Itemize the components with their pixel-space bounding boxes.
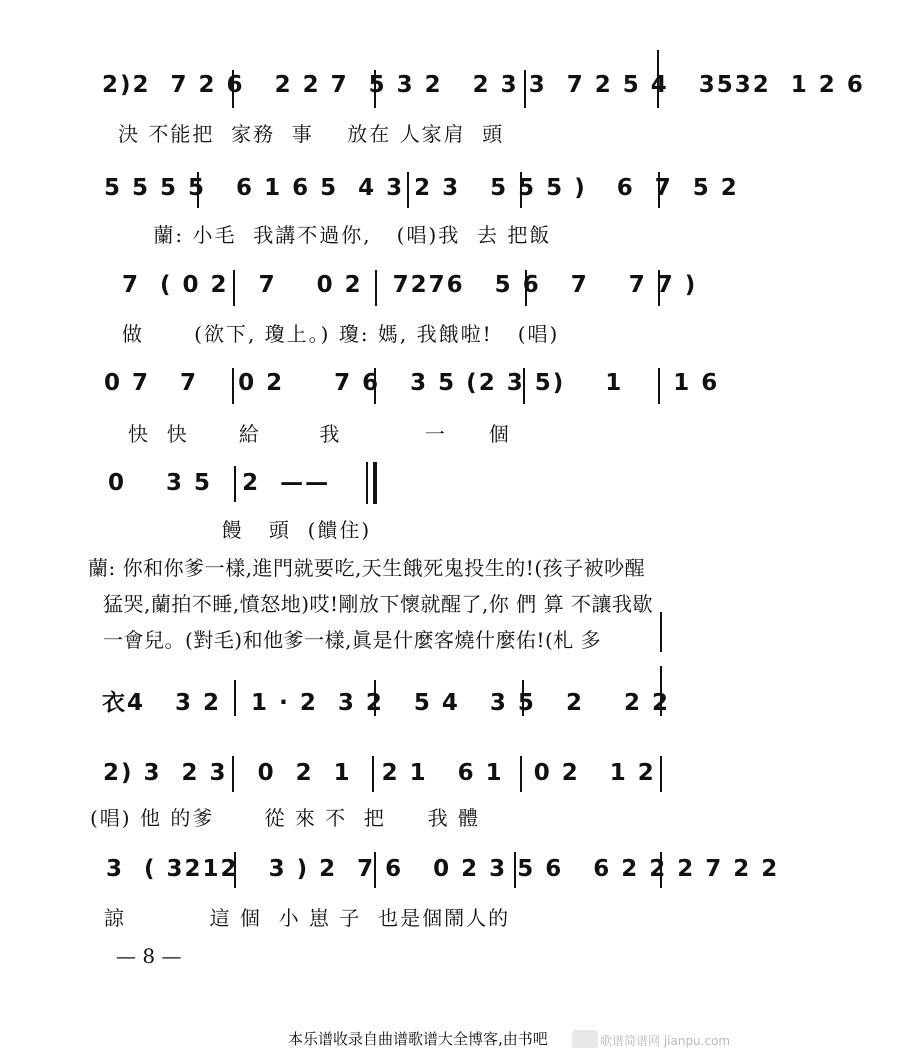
barline <box>522 680 524 716</box>
barline <box>234 466 236 502</box>
barline <box>660 756 662 792</box>
lyrics-line: 蘭: 小毛 我講不過你, (唱)我 去 把飯 <box>120 223 552 247</box>
barline <box>514 852 516 888</box>
notation-line: 7 ( 0 2 7 0 2 7276 5 6 7 7 7 ) <box>122 272 698 298</box>
barline <box>374 368 376 404</box>
end-barline <box>366 462 377 504</box>
lyrics-line: 快 快 給 我 一 個 <box>128 422 511 446</box>
notation-line: 衣4 3 2 1 · 2 3 2 5 4 3 5 2 2 2 <box>102 690 670 716</box>
dialogue-line: 一會兒。(對毛)和他爹一樣,眞是什麼客燒什麼佑!(札 多 <box>103 628 602 652</box>
lyrics-line: 饅 頭 (饋住) <box>180 518 372 542</box>
barline <box>375 270 377 306</box>
barline <box>524 70 526 108</box>
barline <box>520 756 522 792</box>
barline <box>660 612 662 652</box>
notation-line: 0 3 5 2 —— <box>108 470 331 496</box>
dialogue-line: 蘭: 你和你爹一樣,進門就要吃,天生餓死鬼投生的!(孩子被吵醒 <box>88 556 646 580</box>
barline <box>660 666 662 716</box>
barline <box>232 368 234 404</box>
lyrics-line: 做 (欲下, 瓊上。) 瓊: 媽, 我餓啦! (唱) <box>122 322 560 346</box>
barline <box>372 756 374 792</box>
notation-line: 0 7 7 0 2 7 6 3 5 (2 3 5) 1 1 6 <box>104 370 720 396</box>
barline <box>232 70 234 108</box>
lyrics-line: (唱) 他 的爹 從 來 不 把 我 體 <box>90 806 481 830</box>
barline <box>658 172 660 208</box>
barline <box>233 270 235 306</box>
footer-site-text: 歌谱简谱网 jianpu.com <box>600 1034 731 1048</box>
barline <box>197 172 199 208</box>
notation-line: 3 ( 3212 3 ) 2 7 6 0 2 3 5 6 6 2 2 2 7 2 2 <box>106 856 780 882</box>
footer-bar <box>0 1020 744 1054</box>
barline <box>520 172 522 208</box>
notation-line: 2)2 7 2 6 2 2 7 5 3 2 2 3 3 7 2 5 4 3532 1 2 6 <box>102 72 865 98</box>
barline <box>374 680 376 716</box>
barline <box>374 852 376 888</box>
barline <box>232 756 234 792</box>
barline <box>658 368 660 404</box>
barline <box>234 680 236 716</box>
page-number: — 8 — <box>116 944 182 968</box>
barline <box>658 270 660 306</box>
barline <box>657 50 659 108</box>
notation-line: 5 5 5 5 6 1 6 5 4 3 2 3 5 5 5 ) 6 7 5 2 <box>104 175 739 201</box>
lyrics-line: 諒 這 個 小 崽 子 也是個鬧人的 <box>104 906 511 930</box>
barline <box>660 852 662 888</box>
barline <box>525 270 527 306</box>
barline <box>407 172 409 208</box>
barline <box>374 70 376 108</box>
lyrics-line: 決 不能把 家務 事 放在 人家肩 頭 <box>118 122 505 146</box>
dialogue-line: 猛哭,蘭拍不睡,憤怒地)哎!剛放下懷就醒了,你 們 算 不讓我歇 <box>103 592 653 616</box>
notation-line: 2) 3 2 3 0 2 1 2 1 6 1 0 2 1 2 <box>103 760 656 786</box>
site-logo-icon <box>572 1030 598 1048</box>
barline <box>234 852 236 888</box>
footer-source-text: 本乐谱收录自曲谱歌谱大全博客,由书吧 <box>288 1030 548 1048</box>
barline <box>523 368 525 404</box>
